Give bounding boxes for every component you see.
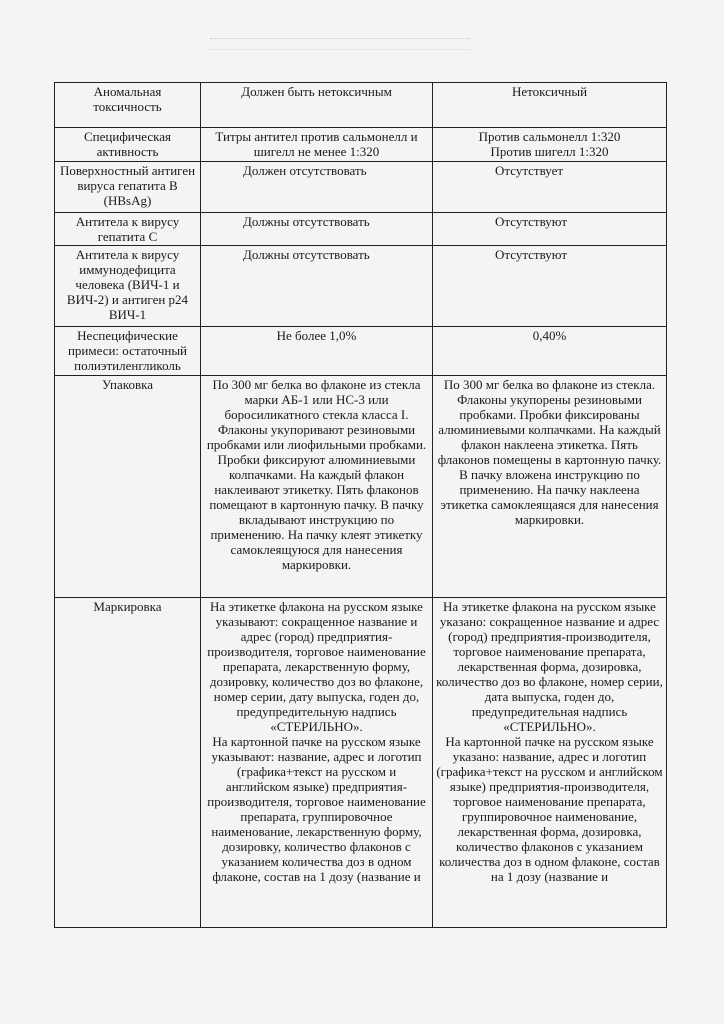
requirement-cell: По 300 мг белка во флаконе из стекла марки АБ-1 или НС-3 или боросиликатного стекла класса I. Флаконы укупоривают резиновыми пробками или лиофильными пробками. Пробки фиксируют алюминиевыми колпачками. На каждый флакон наклеивают этикетку. Пять флаконов помещают в картонную пачку. В пачку вкладывают инструкцию по применению. На пачку клеят этикетку самоклеящуюся для нанесения маркировки. — [201, 376, 433, 598]
row-name-cell: Поверхностный антиген вируса гепатита В (HBsAg) — [55, 162, 201, 213]
table-row — [55, 128, 667, 162]
row-name-cell: Антитела к вирусу иммунодефицита человека (ВИЧ-1 и ВИЧ-2) и антиген р24 ВИЧ-1 — [55, 246, 201, 327]
table-row — [55, 376, 667, 598]
requirement-cell: Должен отсутствовать — [201, 162, 433, 213]
requirement-cell: Титры антител против сальмонелл и шигелл не менее 1:320 — [201, 128, 433, 162]
result-cell: Отсутствует — [433, 162, 667, 213]
requirement-cell: Должны отсутствовать — [201, 213, 433, 246]
row-name-cell: Неспецифические примеси: остаточный полиэтиленгликоль — [55, 327, 201, 376]
row-name-cell: Аномальная токсичность — [55, 83, 201, 128]
row-name-cell: Специфическая активность — [55, 128, 201, 162]
table-row — [55, 83, 667, 128]
result-cell: Нетоксичный — [433, 83, 667, 128]
table-row — [55, 213, 667, 246]
requirement-cell: На этикетке флакона на русском языке указывают: сокращенное название и адрес (город) предприятия-производителя, торговое наименование препарата, лекарственную форму, дозировку, количество доз во флаконе, номер серии, дату выпуска, годен до, предупредительную надпись «СТЕРИЛЬНО». На картонной пачке на русском языке указывают: название, адрес и логотип (графика+текст на русском и английском языке) предприятия-производителя, торговое наименование препарата, группировочное наименование, лекарственную форму, дозировку, количество флаконов с указанием количества доз в одном флаконе, состав на 1 дозу (название и — [201, 598, 433, 928]
table-row — [55, 327, 667, 376]
requirement-cell: Должны отсутствовать — [201, 246, 433, 327]
result-cell: Отсутствуют — [433, 213, 667, 246]
result-cell: Против сальмонелл 1:320 Против шигелл 1:320 — [433, 128, 667, 162]
row-name-cell: Антитела к вирусу гепатита С — [55, 213, 201, 246]
row-name-cell: Упаковка — [55, 376, 201, 598]
bleed-through-marks — [210, 38, 470, 50]
result-cell: 0,40% — [433, 327, 667, 376]
requirement-cell: Не более 1,0% — [201, 327, 433, 376]
table-row — [55, 598, 667, 928]
result-cell: Отсутствуют — [433, 246, 667, 327]
requirement-cell: Должен быть нетоксичным — [201, 83, 433, 128]
specification-table — [54, 82, 667, 928]
result-cell: На этикетке флакона на русском языке указано: сокращенное название и адрес (город) предприятия-производителя, торговое наименование препарата, лекарственная форма, дозировка, количество доз во флаконе, номер серии, дата выпуска, годен до, предупредительная надпись «СТЕРИЛЬНО». На картонной пачке на русском языке указано: название, адрес и логотип (графика+текст на русском и английском языке) предприятия-производителя, торговое наименование препарата, группировочное наименование, лекарственная форма, дозировка, количество флаконов с указанием количества доз в одном флаконе, состав на 1 дозу (название и — [433, 598, 667, 928]
row-name-cell: Маркировка — [55, 598, 201, 928]
table-row — [55, 246, 667, 327]
table-row — [55, 162, 667, 213]
result-cell: По 300 мг белка во флаконе из стекла. Флаконы укупорены резиновыми пробками. Пробки фиксированы алюминиевыми колпачками. На каждый флакон наклеена этикетка. Пять флаконов помещены в картонную пачку. В пачку вложена инструкцию по применению. На пачку наклеена этикетка самоклеящаяся для нанесения маркировки. — [433, 376, 667, 598]
